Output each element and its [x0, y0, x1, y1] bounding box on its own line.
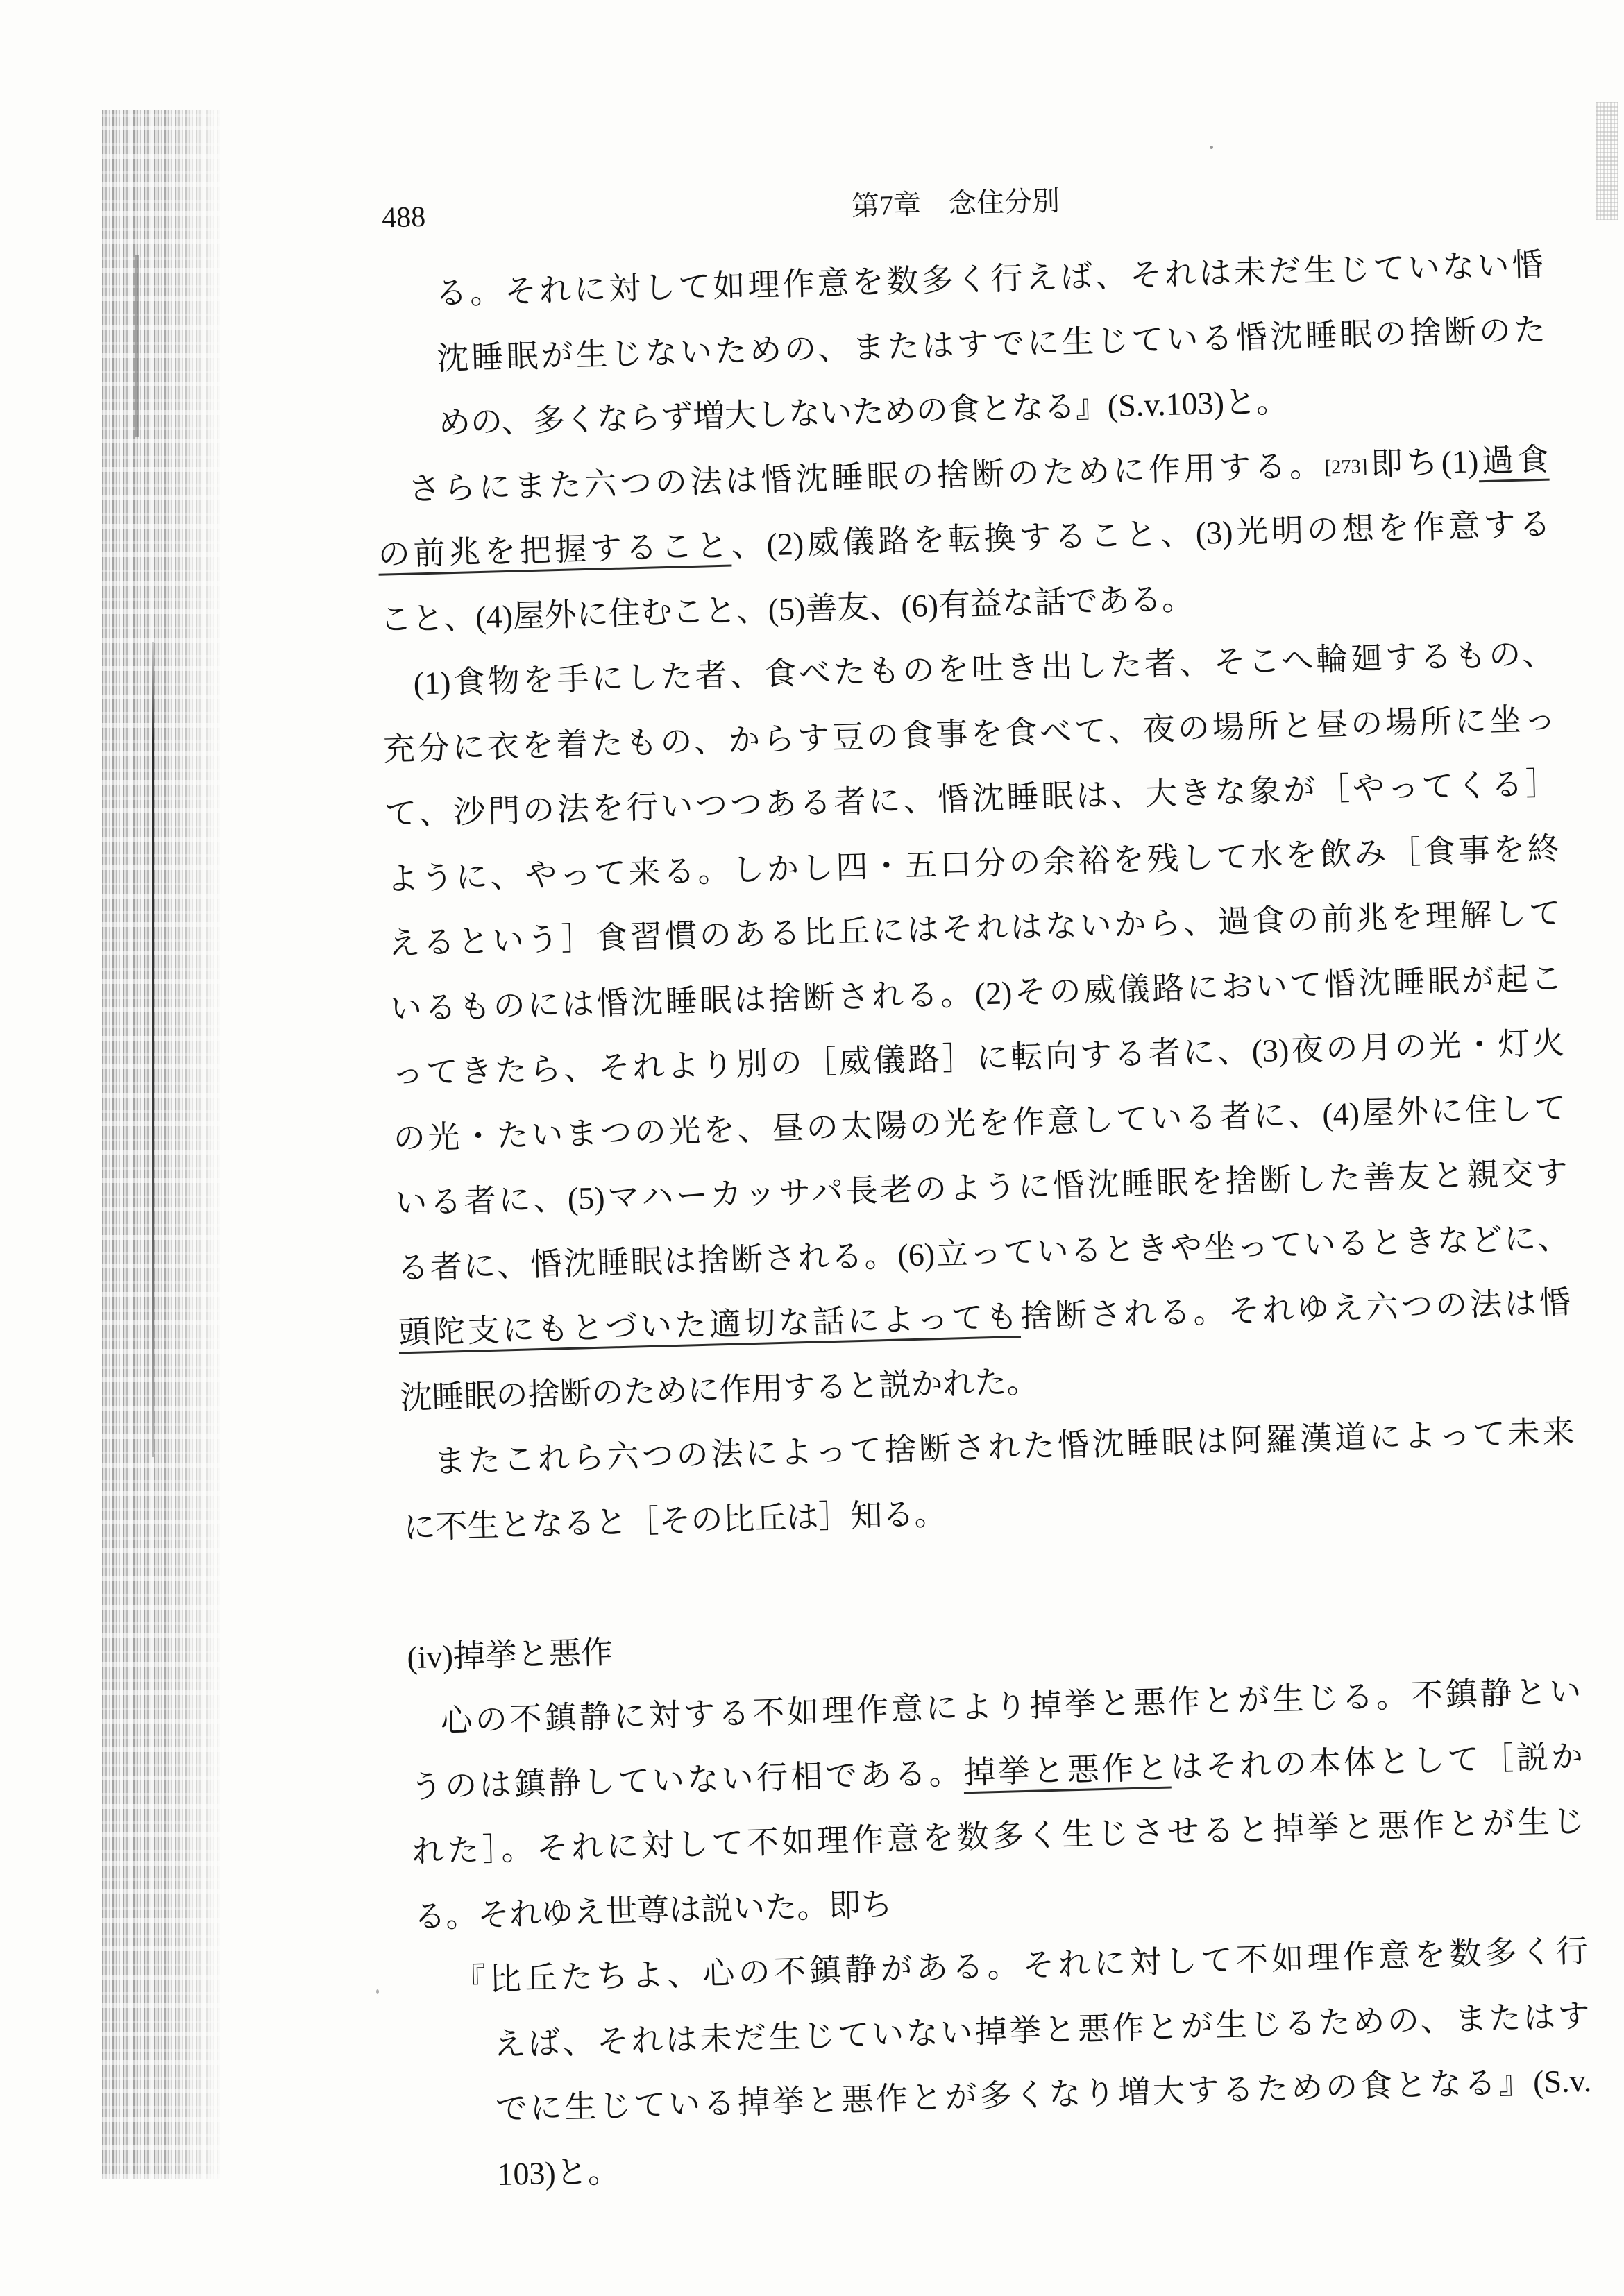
page-number: 488: [381, 201, 426, 235]
text-line: る。それに対して如理作意を数多く行えば、それは未だ生じていない惛: [434, 246, 1545, 312]
text-line: 心の不鎮静に対する不如理作意により掉挙と悪作とが生じる。不鎮静とい: [440, 1674, 1582, 1740]
scan-binding-shadow: [102, 110, 220, 2179]
paragraph: [408, 1659, 1587, 1949]
text-line: またこれら六つの法によって捨断された惛沈睡眠は阿羅漢道によって未来: [433, 1414, 1575, 1480]
text-segment: 、(2)威儀路を転換すること、(3)光明の想を作意する: [731, 506, 1551, 563]
scan-dust-speck: [1210, 146, 1213, 149]
text-line: る者に、惛沈睡眠は捨断される。(6)立っているときや坐っているときなどに、: [396, 1219, 1570, 1286]
text-line: めの、多くならず増大しないための食となる』(S.v.103)と。: [438, 383, 1289, 441]
underlined-text: の前兆を把握すること: [378, 527, 732, 572]
scan-edge-speckle: [1596, 102, 1618, 220]
chapter-title: 第7章 念住分別: [851, 185, 1060, 222]
text-segment: 捨断される。それゆえ六つの法は惛: [1020, 1284, 1572, 1334]
text-line: る。それゆえ世尊は説いた。即ち: [413, 1886, 893, 1934]
text-line: れた］。それに対して不如理作意を数多く生じさせると掉挙と悪作とが生じ: [412, 1803, 1585, 1870]
section-heading: (iv)掉挙と悪作: [406, 1634, 614, 1675]
text-line: 『比丘たちよ、心の不鎮静がある。それに対して不如理作意を数多く行: [453, 1932, 1589, 1998]
section: [406, 1595, 1593, 2209]
text-line: の光・たいまつの光を、昼の太陽の光を作意している者に、(4)屋外に住して: [393, 1089, 1566, 1157]
text-line: て、沙門の法を行いつつある者に、惛沈睡眠は、大きな象が［やってくる］: [384, 765, 1558, 832]
quotation: [414, 1919, 1593, 2209]
text-line: でに生じている掉挙と悪作とが多くなり増大するための食となる』(S.v.: [495, 2062, 1592, 2127]
underlined-text: 過食: [1478, 441, 1550, 479]
text-line: 沈睡眠が生じないための、またはすでに生じている惛沈睡眠の捨断のた: [436, 312, 1546, 376]
quotation-continuation: [371, 232, 1548, 458]
text-line: 充分に衣を着たもの、からす豆の食事を食べて、夜の場所と昼の場所に坐っ: [382, 700, 1557, 767]
paragraph: [381, 622, 1574, 1431]
text-line: ってきたら、それより別の［威儀路］に転向する者に、(3)夜の月の光・灯火: [391, 1025, 1565, 1091]
text-segment: 即ち(1): [1367, 443, 1479, 482]
scan-binding-mark: [135, 255, 139, 437]
text-line: ように、やって来る。しかし四・五口分の余裕を残して水を飲み［食事を終: [386, 830, 1560, 897]
text-line: (1)食物を手にした者、食べたものを吐き出した者、そこへ輪廻するもの、: [413, 636, 1555, 701]
text-line: に不生となると［その比丘は］知る。: [403, 1495, 947, 1545]
scan-dust-speck: [376, 1989, 379, 1994]
text-segment: さらにまた六つの法は惛沈睡眠の捨断のために作用する。: [407, 447, 1326, 507]
text-line: いる者に、(5)マハーカッサパ長老のように惛沈睡眠を捨断した善友と親交す: [394, 1155, 1568, 1221]
underlined-text: 掉挙と悪作と: [963, 1749, 1172, 1790]
text-line: えるという］食習慣のある比丘にはそれはないから、過食の前兆を理解して: [387, 895, 1562, 962]
text-line: いるものには惛沈睡眠は捨断される。(2)その威儀路において惛沈睡眠が起こ: [389, 960, 1564, 1027]
paragraph: [375, 427, 1553, 652]
text-segment: うのは鎮静していない行相である。: [409, 1754, 964, 1805]
scan-binding-crease: [152, 642, 154, 1457]
text-block: [369, 157, 1594, 2209]
text-line: 103)と。: [496, 2153, 620, 2192]
text-segment: はそれの本体として［説か: [1170, 1738, 1584, 1785]
text-line: えば、それは未だ生じていない掉挙と悪作とが生じるための、またはす: [493, 1998, 1591, 2062]
text-line: 沈睡眠の捨断のために作用すると説かれた。: [400, 1363, 1040, 1415]
reference-number: [273]: [1324, 455, 1368, 479]
text-line: こと、(4)屋外に住むこと、(5)善友、(6)有益な話である。: [379, 580, 1194, 638]
page-body: [371, 232, 1594, 2209]
underlined-text: 頭陀支にもとづいた適切な話によっても: [398, 1298, 1021, 1351]
